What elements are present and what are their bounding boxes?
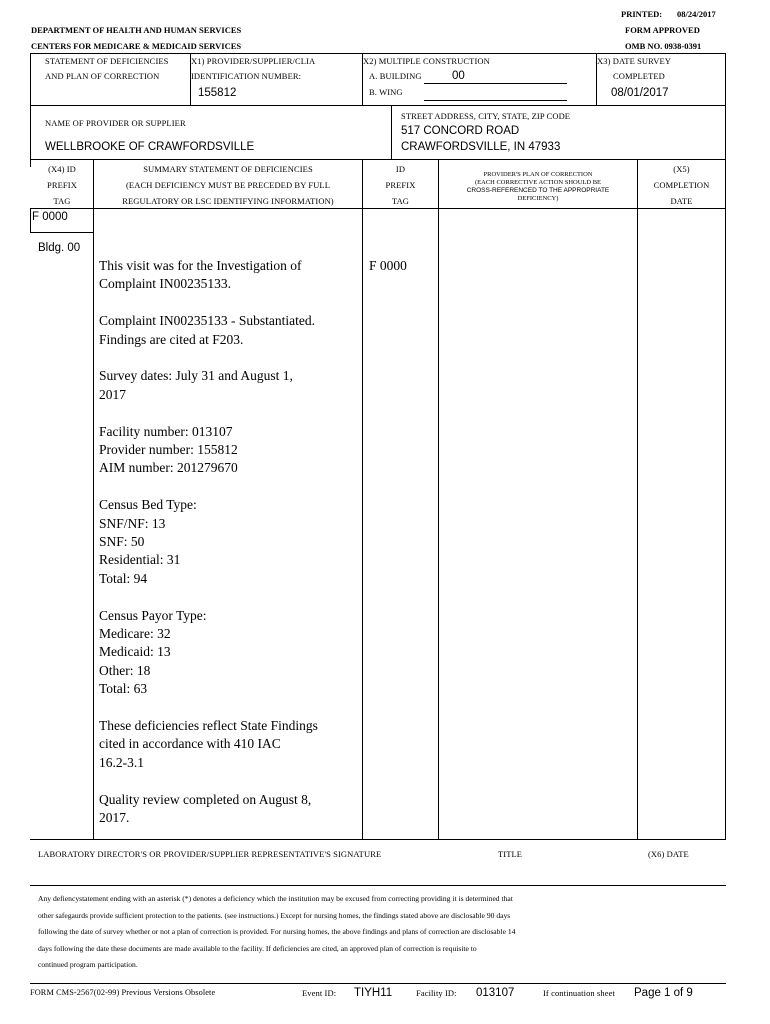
building-tag: Bldg. 00 — [38, 242, 81, 254]
plan-header-3: CROSS-REFERENCED TO THE APPROPRIATE — [466, 187, 610, 194]
statement-label-2: AND PLAN OF CORRECTION — [45, 71, 160, 81]
summary-paragraph: These deficiencies reflect State Findings cited in accordance with 410 IAC 16.2-3.1 — [99, 718, 318, 770]
plan-header-1: PROVIDER'S PLAN OF CORRECTION — [483, 171, 593, 178]
grid-line — [30, 105, 726, 106]
form-approved-label: FORM APPROVED — [625, 25, 700, 35]
id-header-1: ID — [395, 164, 406, 174]
id-header-3: TAG — [391, 196, 410, 206]
x1-label-2: IDENTIFICATION NUMBER: — [191, 71, 302, 81]
grid-line — [438, 159, 439, 840]
grid-line — [391, 105, 392, 160]
grid-line — [30, 208, 31, 232]
provider-id-value: 155812 — [198, 87, 237, 99]
x4-header-1: (X4) ID — [48, 164, 76, 174]
address-label: STREET ADDRESS, CITY, STATE, ZIP CODE — [401, 111, 571, 121]
facility-id-label: Facility ID: — [416, 988, 457, 998]
x5-header-1: (X5) — [673, 164, 690, 174]
grid-line — [637, 159, 638, 840]
page-number: Page 1 of 9 — [634, 987, 693, 999]
wing-label: B. WING — [369, 87, 403, 97]
event-id-value: TIYH11 — [354, 987, 393, 999]
grid-line — [30, 232, 94, 233]
plan-id-tag: F 0000 — [369, 258, 407, 273]
signature-label: LABORATORY DIRECTOR'S OR PROVIDER/SUPPLIER REPRESENTATIVE'S SIGNATURE — [38, 849, 382, 859]
summary-statement — [99, 257, 361, 827]
grid-line — [362, 159, 363, 840]
id-header-2: PREFIX — [385, 180, 416, 190]
summary-header-2: (EACH DEFICIENCY MUST BE PRECEDED BY FULL — [125, 180, 331, 190]
summary-paragraph: Quality review completed on August 8, 2017. — [99, 791, 312, 826]
date-label: (X6) DATE — [648, 849, 689, 859]
grid-line — [725, 53, 726, 840]
event-id-label: Event ID: — [302, 988, 337, 998]
provider-name-label: NAME OF PROVIDER OR SUPPLIER — [45, 118, 186, 128]
address-line-2: CRAWFORDSVILLE, IN 47933 — [401, 141, 561, 153]
x4-header-3: TAG — [53, 196, 71, 206]
x1-label-1: X1) PROVIDER/SUPPLIER/CLIA — [191, 56, 316, 66]
disclaimer-text: Any defiencystatement ending with an asterisk (*) denotes a deficiency which the institution may be excused from correcting providing it is determined that other safegaurds provide sufficient protection to the patients. (see instructions.) Except for nursing homes, the findings stated above are disclosable 90 days following the date of survey whether or not a plan of correction is provided. For nursing homes, the above findings and plans of correction are disclosable 14 days following the date these documents are made available to the facility. If deficiencies are cited, an approved plan of correction is requisite to continued program participation. — [38, 894, 516, 969]
centers-title: CENTERS FOR MEDICARE & MEDICAID SERVICES — [31, 41, 242, 51]
x3-label-1: X3) DATE SURVEY — [597, 56, 672, 66]
x3-label-2: COMPLETED — [613, 71, 665, 81]
facility-id-value: 013107 — [476, 987, 515, 999]
summary-paragraph: Census Payor Type: Medicare: 32 Medicaid: 13 Other: 18 Total: 63 — [99, 607, 207, 697]
printed-label: PRINTED: — [621, 9, 663, 19]
statement-label-1: STATEMENT OF DEFICIENCIES — [45, 56, 169, 66]
grid-line — [30, 208, 726, 209]
building-label: A. BUILDING — [369, 71, 422, 81]
provider-name: WELLBROOKE OF CRAWFORDSVILLE — [45, 141, 255, 153]
x2-label: X2) MULTIPLE CONSTRUCTION — [363, 56, 490, 66]
summary-paragraph: This visit was for the Investigation of Complaint IN00235133. — [99, 258, 302, 292]
title-label: TITLE — [498, 849, 523, 859]
summary-paragraph: Survey dates: July 31 and August 1, 2017 — [99, 368, 293, 402]
x5-header-3: DATE — [670, 196, 693, 206]
printed-date: 08/24/2017 — [677, 9, 716, 19]
summary-header-1: SUMMARY STATEMENT OF DEFICIENCIES — [143, 164, 313, 174]
survey-date-value: 08/01/2017 — [611, 87, 669, 99]
signature-divider — [30, 885, 726, 886]
grid-line — [30, 159, 726, 160]
department-title: DEPARTMENT OF HEALTH AND HUMAN SERVICES — [31, 25, 242, 35]
deficiency-tag: F 0000 — [32, 211, 68, 223]
footer-divider — [30, 983, 726, 984]
summary-paragraph: Complaint IN00235133 - Substantiated. Findings are cited at F203. — [99, 313, 315, 347]
x4-header-2: PREFIX — [47, 180, 77, 190]
plan-header-4: DEFICIENCY) — [517, 195, 559, 202]
summary-paragraph: Census Bed Type: SNF/NF: 13 SNF: 50 Residential: 31 Total: 94 — [99, 497, 197, 586]
summary-paragraph: Facility number: 013107 Provider number: 155812 AIM number: 201279670 — [99, 423, 238, 476]
grid-line — [30, 53, 726, 54]
plan-header-2: (EACH CORRECTIVE ACTION SHOULD BE — [474, 179, 602, 186]
x5-header-2: COMPLETION — [653, 180, 710, 190]
omb-number: OMB NO. 0938-0391 — [625, 41, 702, 51]
grid-line — [93, 159, 94, 840]
grid-line — [30, 839, 726, 840]
building-underline — [424, 83, 567, 84]
form-number: FORM CMS-2567(02-99) Previous Versions Obsolete — [30, 988, 216, 997]
building-value: 00 — [452, 70, 465, 82]
address-line-1: 517 CONCORD ROAD — [401, 125, 520, 137]
wing-underline — [424, 100, 567, 101]
grid-line — [30, 53, 31, 167]
continuation-label: If continuation sheet — [543, 988, 615, 998]
summary-header-3: REGULATORY OR LSC IDENTIFYING INFORMATION) — [122, 196, 334, 206]
